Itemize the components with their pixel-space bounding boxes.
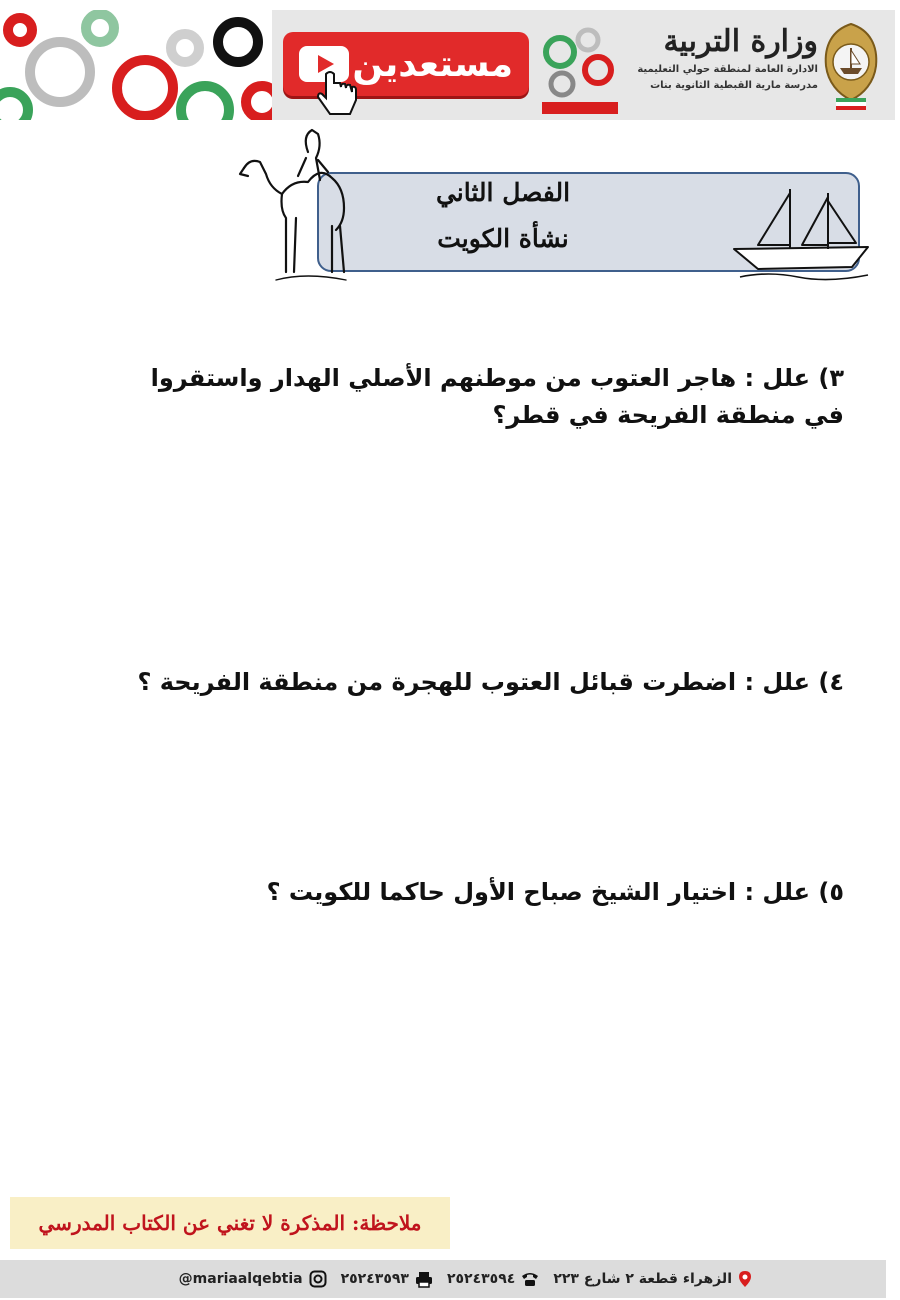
fax-icon bbox=[415, 1270, 433, 1288]
question-5: ٥) علل : اختيار الشيخ صباح الأول حاكما للكويت ؟ bbox=[266, 878, 844, 906]
question-4: ٤) علل : اضطرت قبائل العتوب للهجرة من منطقة الفريحة ؟ bbox=[137, 668, 844, 696]
directorate-name: الادارة العامة لمنطقة حولي التعليمية bbox=[637, 64, 818, 75]
lesson-title: نشأة الكويت bbox=[437, 224, 569, 253]
phone-number: ٢٥٢٤٣٥٩٤ bbox=[446, 1271, 516, 1287]
school-name: مدرسة مارية القبطية الثانوية بنات bbox=[650, 80, 818, 91]
education-gears-logo bbox=[538, 26, 622, 118]
kuwait-emblem bbox=[820, 20, 882, 112]
header-banner bbox=[0, 10, 895, 120]
pointer-hand-icon bbox=[316, 70, 364, 120]
chapter-title: الفصل الثاني bbox=[435, 178, 571, 207]
youtube-channel-label: مستعدين bbox=[352, 43, 513, 85]
note-box bbox=[10, 1197, 450, 1249]
fax-item bbox=[341, 1270, 433, 1288]
location-pin-icon bbox=[738, 1270, 752, 1288]
instagram-icon bbox=[309, 1270, 327, 1288]
instagram-item[interactable] bbox=[179, 1270, 327, 1288]
footer-bar bbox=[0, 1260, 886, 1298]
question-3: ٣) علل : هاجر العتوب من موطنهم الأصلي الهدار واستقروا في منطقة الفريحة في قطر؟ bbox=[150, 364, 844, 429]
camel-rider-illustration bbox=[236, 122, 366, 290]
instagram-handle[interactable]: @mariaalqebtia bbox=[178, 1271, 303, 1287]
ministry-title: وزارة التربية bbox=[663, 24, 818, 59]
phone-icon bbox=[521, 1270, 539, 1288]
address-item bbox=[553, 1270, 752, 1288]
gears-illustration bbox=[0, 10, 272, 120]
dhow-ship-illustration bbox=[728, 183, 878, 288]
fax-number: ٢٥٢٤٣٥٩٣ bbox=[340, 1271, 409, 1287]
address-text: الزهراء قطعة ٢ شارع ٢٢٣ bbox=[553, 1271, 732, 1287]
note-text: ملاحظة: المذكرة لا تغني عن الكتاب المدرسي bbox=[38, 1211, 422, 1235]
phone-item bbox=[447, 1270, 539, 1288]
ministry-block bbox=[622, 22, 818, 94]
